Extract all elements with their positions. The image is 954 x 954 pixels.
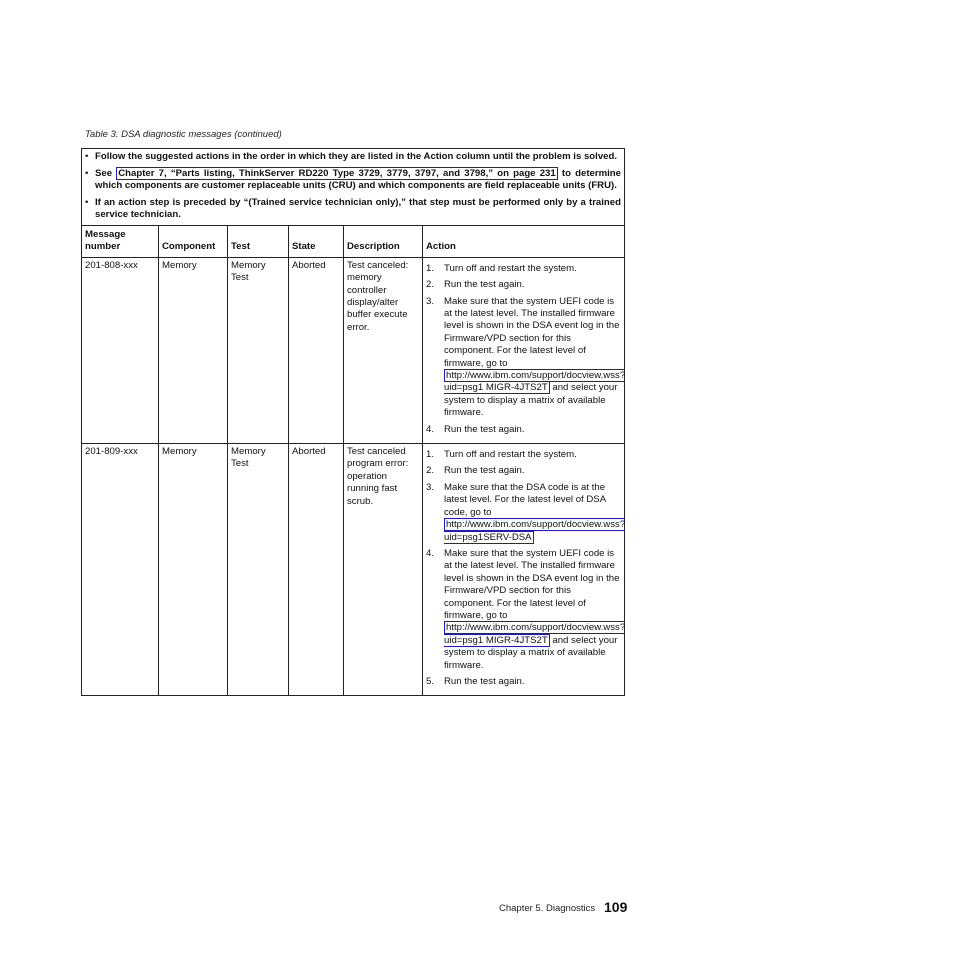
note-item: • Follow the suggested actions in the order in which they are listed in the Action column until the problem is solved. xyxy=(85,151,621,164)
cell-state: Aborted xyxy=(289,257,344,443)
cell-description: Test canceled program error: operation running fast scrub. xyxy=(344,444,423,696)
table-caption: Table 3. DSA diagnostic messages (continued) xyxy=(85,129,282,140)
dsa-messages-table xyxy=(81,148,625,696)
cell-message-number: 201-809-xxx xyxy=(82,444,159,696)
action-step: 4. Run the test again. xyxy=(426,423,525,435)
cell-component: Memory xyxy=(159,444,228,696)
action-step: 2. Run the test again. xyxy=(426,279,525,291)
header-action: Action xyxy=(423,225,625,257)
cell-message-number: 201-808-xxx xyxy=(82,257,159,443)
note-item: • If an action step is preceded by “(Trained service technician only),” that step must be performed only by a trained service technician. xyxy=(85,197,621,222)
table-row xyxy=(82,444,625,696)
cell-action xyxy=(423,444,625,696)
cell-state: Aborted xyxy=(289,444,344,696)
header-message-number: Message number xyxy=(82,225,159,257)
table-row xyxy=(82,257,625,443)
cell-description: Test canceled: memory controller display/alter buffer execute error. xyxy=(344,257,423,443)
footer-chapter: Chapter 5. Diagnostics xyxy=(499,903,596,914)
notes-cell xyxy=(82,149,625,226)
notes-list xyxy=(85,151,621,222)
dsa-code-link[interactable]: http://www.ibm.com/support/docview.wss?uid=psg1SERV-DSA xyxy=(444,519,626,543)
action-list xyxy=(426,449,626,688)
header-component: Component xyxy=(159,225,228,257)
firmware-link[interactable]: http://www.ibm.com/support/docview.wss?uid=psg1 MIGR-4JTS2T xyxy=(444,370,626,394)
action-step: 2. Run the test again. xyxy=(426,465,525,477)
notes-row xyxy=(82,149,625,226)
action-list xyxy=(426,262,626,436)
page-number: 109 xyxy=(604,899,628,915)
header-row xyxy=(82,225,625,257)
note-item: • See Chapter 7, “Parts listing, ThinkServer RD220 Type 3729, 3779, 3797, and 3798,” on page 231 to determine which components are customer replaceable units (CRU) and which components are field replaceable units (FRU). xyxy=(85,168,621,193)
cell-action xyxy=(423,257,625,443)
firmware-link[interactable]: http://www.ibm.com/support/docview.wss?uid=psg1 MIGR-4JTS2T xyxy=(444,622,626,646)
header-test: Test xyxy=(228,225,289,257)
header-state: State xyxy=(289,225,344,257)
cell-component: Memory xyxy=(159,257,228,443)
cell-test: Memory Test xyxy=(228,444,289,696)
action-step: 3. Make sure that the system UEFI code is at the latest level. The installed firmware level is shown in the DSA event log in the Firmware/VPD section for this component. For the latest level of firmware, go to http://www.ibm.com/support/docview.wss?uid=psg1 MIGR-4JTS2T and select your system to display a matrix of available firmware. xyxy=(426,295,626,419)
action-step: 4. Make sure that the system UEFI code is at the latest level. The installed firmware level is shown in the DSA event log in the Firmware/VPD section for this component. For the latest level of firmware, go to http://www.ibm.com/support/docview.wss?uid=psg1 MIGR-4JTS2T and select your system to display a matrix of available firmware. xyxy=(426,547,626,671)
header-description: Description xyxy=(344,225,423,257)
action-step: 1. Turn off and restart the system. xyxy=(426,449,577,461)
cell-test: Memory Test xyxy=(228,257,289,443)
action-step: 1. Turn off and restart the system. xyxy=(426,262,577,274)
action-step: 3. Make sure that the DSA code is at the latest level. For the latest level of DSA code, go to http://www.ibm.com/support/docview.wss?uid=psg1SERV-DSA xyxy=(426,481,626,543)
chapter-7-link[interactable]: Chapter 7, “Parts listing, ThinkServer RD220 Type 3729, 3779, 3797, and 3798,” on page 231 xyxy=(118,167,556,179)
action-step: 5. Run the test again. xyxy=(426,675,525,687)
